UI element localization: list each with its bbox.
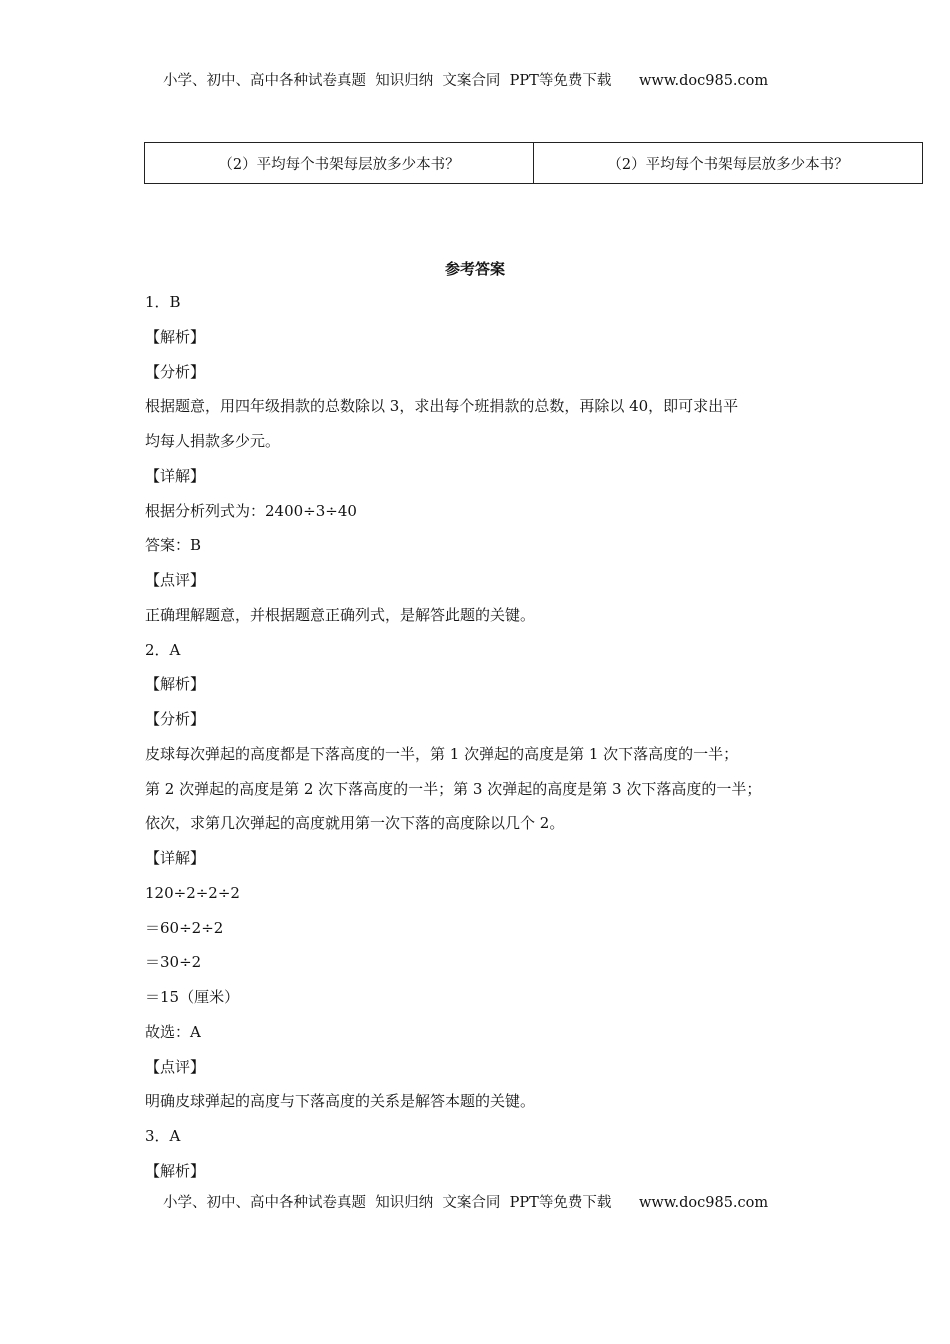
answer-line: 皮球每次弹起的高度都是下落高度的一半，第 1 次弹起的高度是第 1 次下落高度的一半； (145, 744, 739, 763)
table-cell-left: （2）平均每个书架每层放多少本书？ (145, 143, 534, 184)
answer-line: 第 2 次弹起的高度是第 2 次下落高度的一半；第 3 次弹起的高度是第 3 次下落高度的一半； (145, 779, 762, 798)
page-header: 小学、初中、高中各种试卷真题 知识归纳 文案合同 PPT等免费下载 www.doc985.com (163, 73, 769, 89)
answer-line: 【详解】 (145, 466, 206, 485)
question-table (144, 142, 923, 184)
answer-line: ＝60÷2÷2 (145, 918, 224, 937)
answer-line: 120÷2÷2÷2 (145, 883, 240, 902)
answer-body (145, 285, 761, 1189)
answer-line: 【解析】 (145, 675, 206, 694)
answer-line: 明确皮球弹起的高度与下落高度的关系是解答本题的关键。 (145, 1092, 536, 1111)
answer-line: 【分析】 (145, 710, 206, 728)
answer-line: 均每人捐款多少元。 (145, 432, 281, 450)
answer-line: 【详解】 (145, 849, 206, 867)
answer-line: 依次，求第几次弹起的高度就用第一次下落的高度除以几个 2。 (145, 814, 565, 833)
answer-line: 根据题意，用四年级捐款的总数除以 3，求出每个班捐款的总数，再除以 40，即可求出平 (145, 397, 739, 416)
answer-line: 1．B (145, 293, 181, 311)
answer-line: 【分析】 (145, 362, 206, 381)
answer-line: 【点评】 (145, 1057, 206, 1076)
answer-line: 【解析】 (145, 1161, 206, 1180)
answer-line: 3．A (145, 1127, 181, 1145)
answer-line: ＝30÷2 (145, 953, 202, 972)
answer-line: 【解析】 (145, 327, 206, 346)
table-cell-right: （2）平均每个书架每层放多少本书？ (534, 143, 923, 184)
answer-line: 答案：B (145, 536, 202, 555)
answers-title: 参考答案 (444, 260, 505, 278)
answer-line: 故选：A (145, 1022, 201, 1041)
answer-line: ＝15（厘米） (145, 988, 240, 1006)
answer-line: 2．A (145, 640, 181, 659)
answer-line: 根据分析列式为：2400÷3÷40 (145, 501, 357, 520)
answer-line: 【点评】 (145, 571, 206, 589)
page-footer: 小学、初中、高中各种试卷真题 知识归纳 文案合同 PPT等免费下载 www.doc985.com (163, 1195, 769, 1211)
answer-line: 正确理解题意，并根据题意正确列式，是解答此题的关键。 (145, 605, 536, 624)
